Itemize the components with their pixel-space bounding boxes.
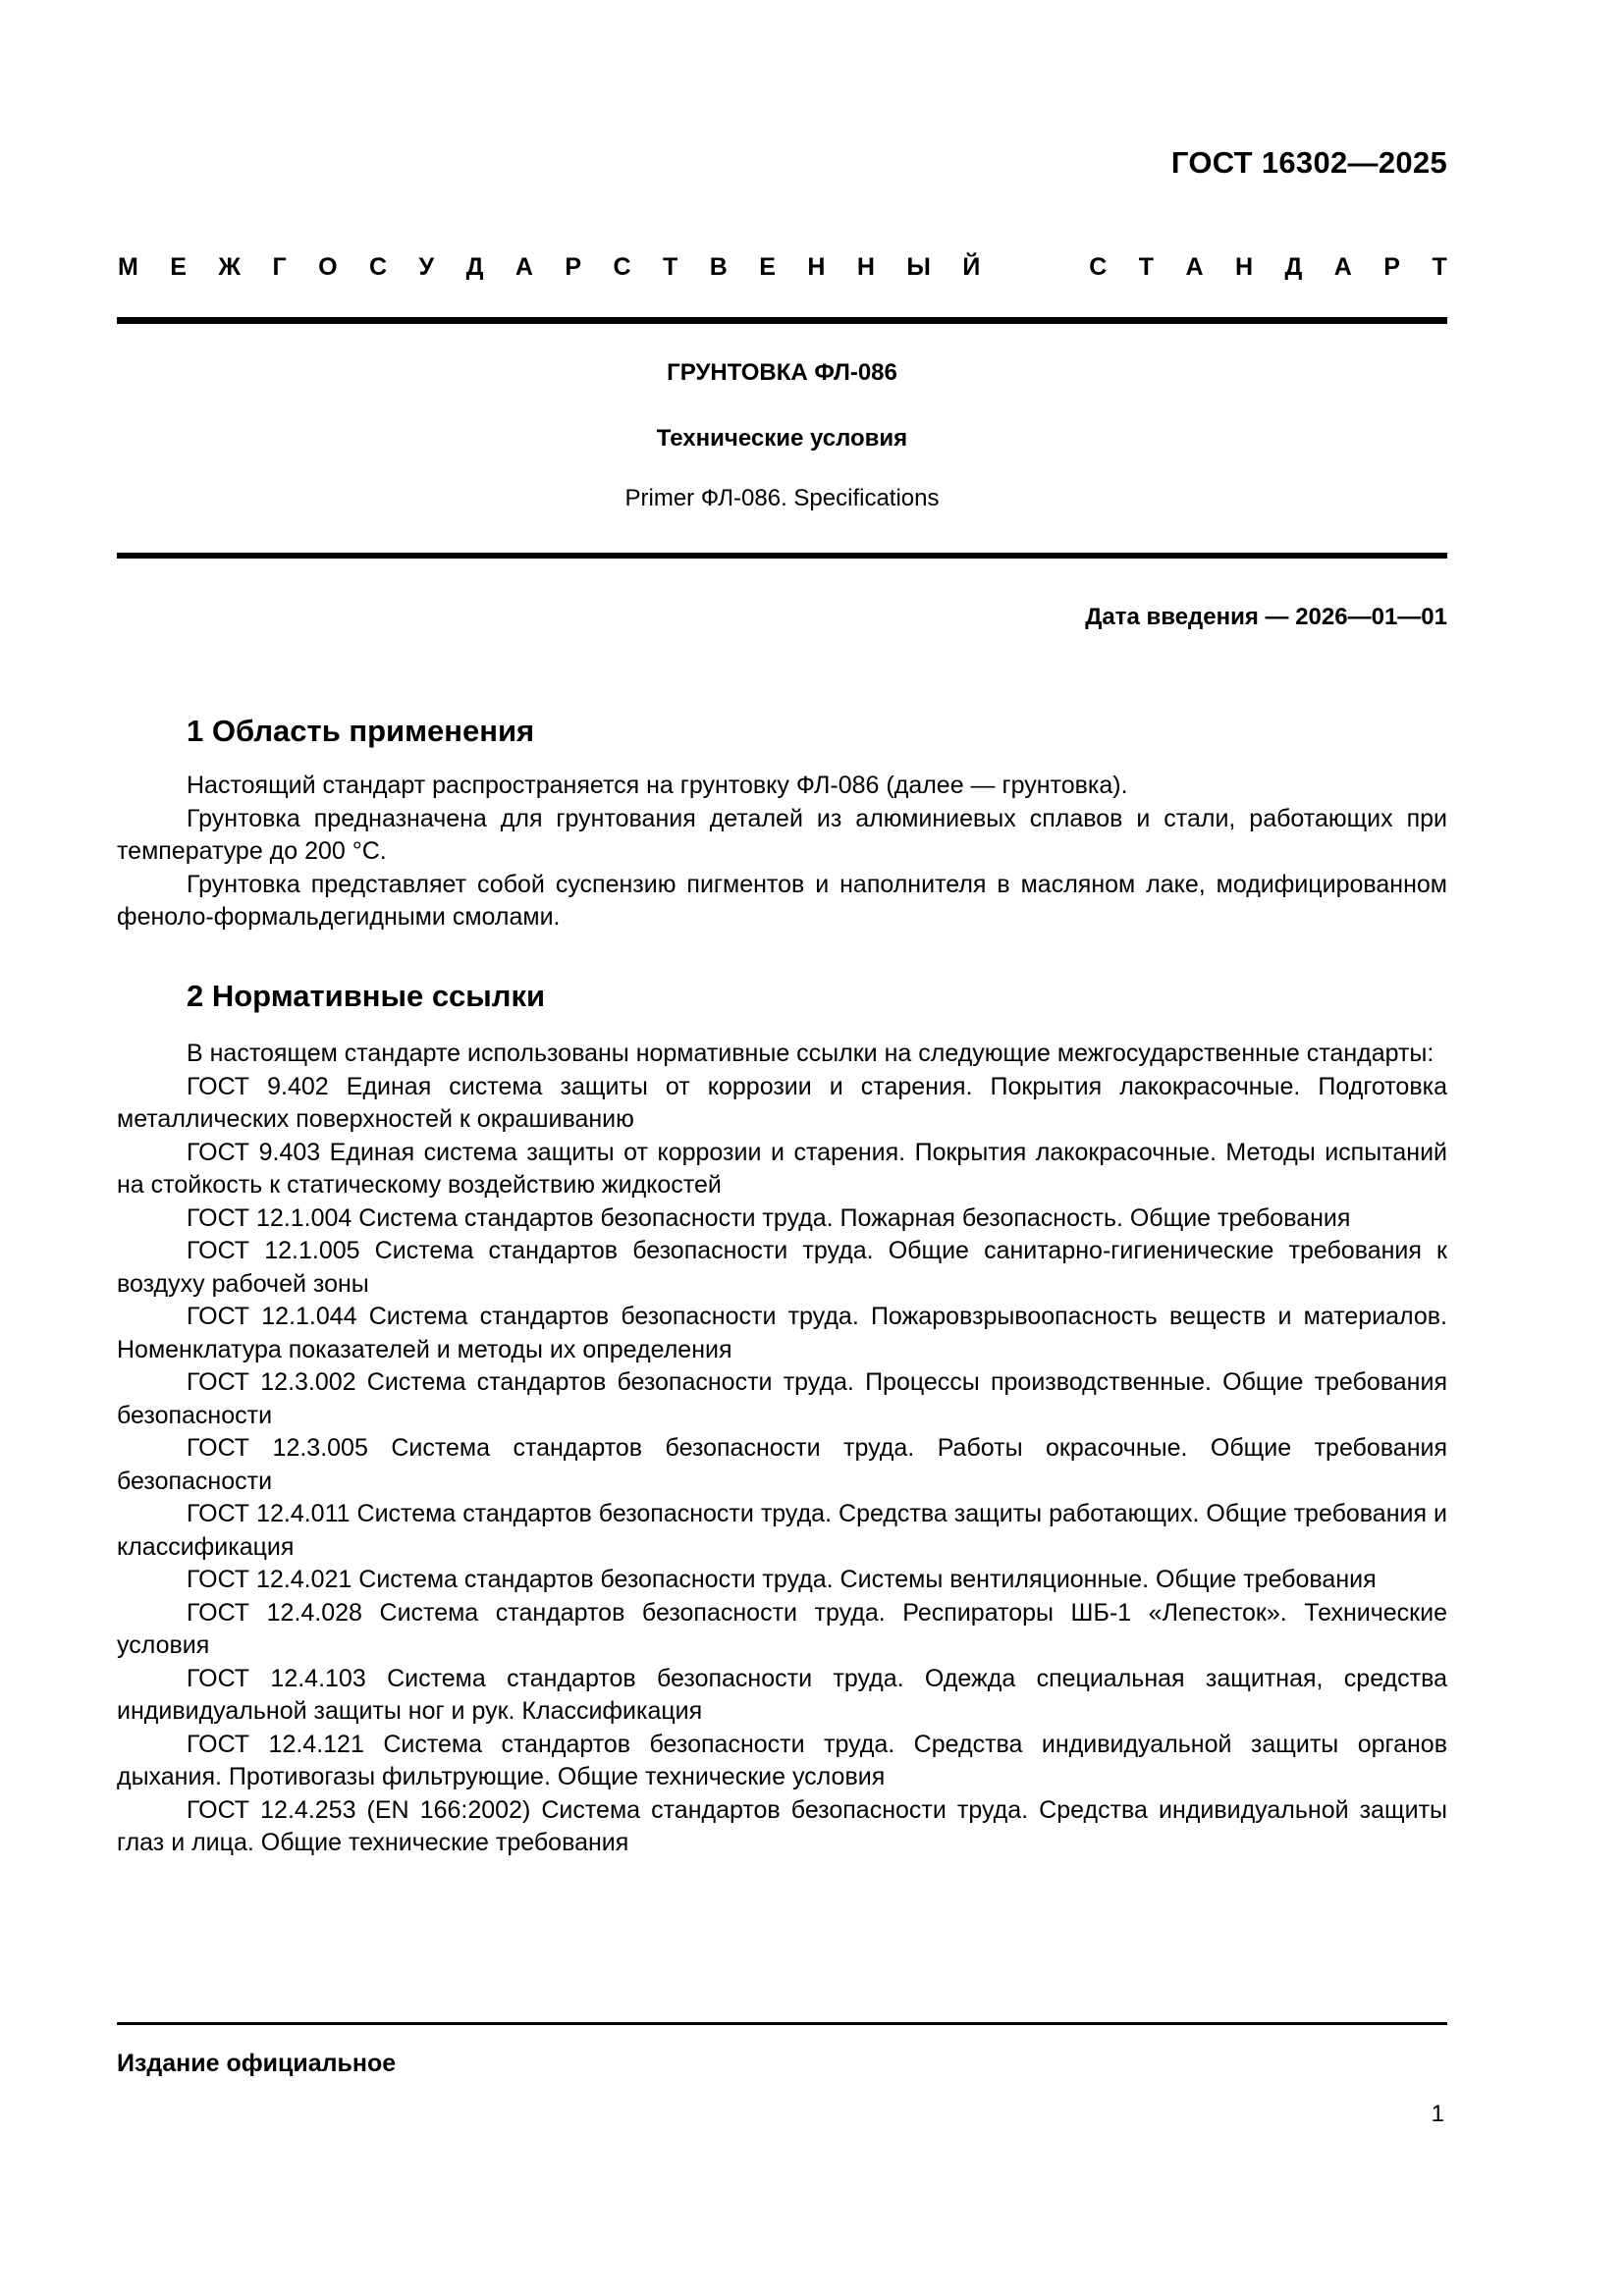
banner-letter: А [1333,253,1352,281]
reference-item: ГОСТ 12.3.005 Система стандартов безопасности труда. Работы окрасочные. Общие требования безопасности [117,1434,1447,1495]
reference-item: ГОСТ 9.402 Единая система защиты от коррозии и старения. Покрытия лакокрасочные. Подготовка металлических поверхностей к окрашиванию [117,1072,1447,1133]
document-subtitle: Технические условия [656,425,908,452]
banner-word-gap [1012,253,1057,282]
section-references-body [117,1038,1447,1860]
footer-divider [117,2022,1447,2025]
banner-letter: А [514,253,533,281]
section-heading-references: 2 Нормативные ссылки [187,979,546,1013]
banner-letter: Й [962,253,981,281]
interstate-standard-banner [118,253,1447,282]
title-divider [117,553,1447,559]
reference-item: ГОСТ 9.403 Единая система защиты от коррозии и старения. Покрытия лакокрасочные. Методы испытаний на стойкость к статическому воздействию жидкостей [117,1138,1447,1199]
banner-letter: С [1089,253,1108,281]
reference-item: ГОСТ 12.4.103 Система стандартов безопасности труда. Одежда специальная защитная, средства индивидуальной защиты ног и рук. Классификация [117,1664,1447,1725]
banner-letter: Н [1235,253,1254,281]
banner-letter: С [613,253,631,281]
banner-letter: С [369,253,388,281]
banner-letter: Н [856,253,875,281]
banner-letter: Н [807,253,826,281]
banner-letter: Ж [218,253,242,281]
banner-letter: Д [465,253,484,281]
reference-item: ГОСТ 12.1.044 Система стандартов безопасности труда. Пожаровзрывоопасность веществ и материалов. Номенклатура показателей и методы их определения [117,1303,1447,1363]
page-number: 1 [1431,2101,1444,2127]
section-scope-body [117,770,1447,934]
banner-letter: Г [272,253,287,281]
paragraph: Настоящий стандарт распространяется на грунтовку ФЛ-086 (далее — грунтовка). [187,772,1128,799]
banner-letter: Т [663,253,678,281]
banner-letter: В [709,253,728,281]
paragraph: Грунтовка представляет собой суспензию пигментов и наполнителя в масляном лаке, модифицированном феноло-формальдегидными смолами. [117,870,1447,931]
banner-letter: А [1185,253,1204,281]
introduction-date: Дата введения — 2026—01—01 [1085,604,1447,630]
banner-letter: Р [565,253,582,281]
banner-letter: Е [170,253,187,281]
banner-letter: Ы [906,253,931,281]
banner-letter: Т [1432,253,1447,281]
section-heading-scope: 1 Область применения [187,714,535,748]
banner-letter: Р [1383,253,1400,281]
banner-letter: М [118,253,138,281]
reference-item: ГОСТ 12.4.028 Система стандартов безопасности труда. Респираторы ШБ-1 «Лепесток». Технические условия [117,1598,1447,1659]
banner-letter: У [418,253,435,281]
official-edition-label: Издание официальное [117,2050,397,2077]
reference-item: ГОСТ 12.4.011 Система стандартов безопасности труда. Средства защиты работающих. Общие требования и классификация [117,1500,1447,1561]
reference-item: ГОСТ 12.1.004 Система стандартов безопасности труда. Пожарная безопасность. Общие требования [187,1203,1351,1232]
paragraph: Грунтовка предназначена для грунтования деталей из алюминиевых сплавов и стали, работающих при температуре до 200 °С. [117,804,1447,865]
reference-item: ГОСТ 12.3.002 Система стандартов безопасности труда. Процессы производственные. Общие требования безопасности [117,1368,1447,1429]
reference-item: ГОСТ 12.1.005 Система стандартов безопасности труда. Общие санитарно-гигиенические требования к воздуху рабочей зоны [117,1237,1447,1298]
document-code: ГОСТ 16302—2025 [1170,145,1447,180]
reference-item: ГОСТ 12.4.253 (EN 166:2002) Система стандартов безопасности труда. Средства индивидуальной защиты глаз и лица. Общие технические требования [117,1795,1447,1856]
header-divider [117,317,1447,324]
paragraph: В настоящем стандарте использованы нормативные ссылки на следующие межгосударственные стандарты: [187,1040,1435,1067]
banner-letter: Е [759,253,776,281]
banner-letter: О [318,253,338,281]
reference-item: ГОСТ 12.4.121 Система стандартов безопасности труда. Средства индивидуальной защиты органов дыхания. Противогазы фильтрующие. Общие технические условия [117,1730,1447,1790]
banner-letter: Т [1138,253,1155,281]
banner-letter: Д [1284,253,1303,281]
reference-item: ГОСТ 12.4.021 Система стандартов безопасности труда. Системы вентиляционные. Общие требования [187,1566,1377,1593]
english-title: Primer ФЛ-086. Specifications [624,485,940,511]
document-title: ГРУНТОВКА ФЛ-086 [667,359,897,386]
